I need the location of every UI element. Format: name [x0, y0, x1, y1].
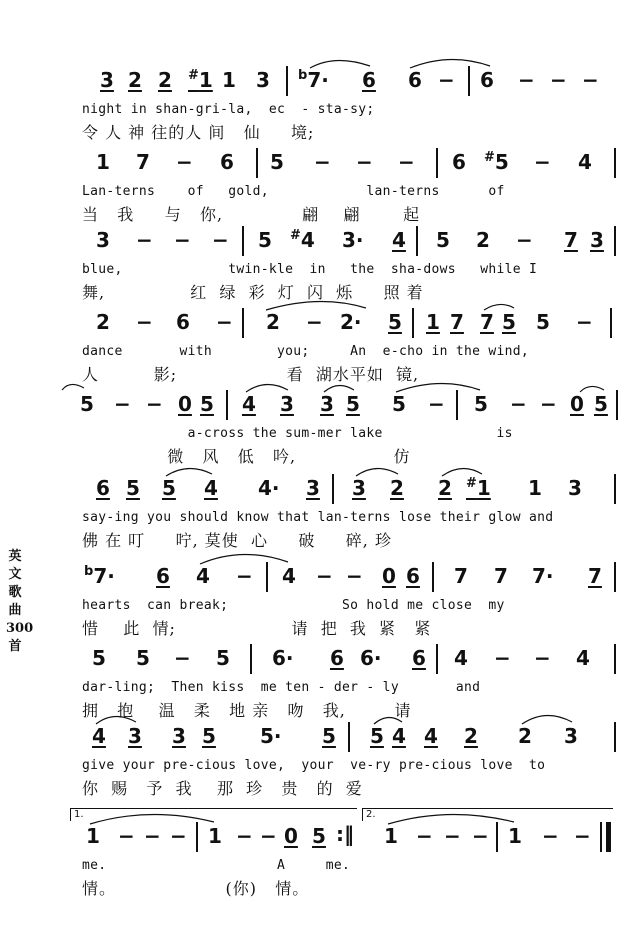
chinese-lyric-line: 令 人 神 往的人 间 仙 境; — [82, 123, 315, 142]
note: 4· — [258, 476, 280, 500]
dash: − — [176, 150, 193, 174]
note: 6 — [406, 564, 420, 588]
english-lyric-line: hearts can break; So hold me close my — [82, 598, 505, 613]
note: 1 — [426, 310, 440, 334]
dash: − — [118, 824, 135, 848]
dash: − — [216, 310, 233, 334]
note: 7· — [532, 564, 554, 588]
chinese-lyric-line: 人 影; 看 湖水平如 镜, — [82, 365, 420, 384]
note: 5 — [92, 646, 106, 670]
dash: − — [170, 824, 187, 848]
note: 6· — [360, 646, 382, 670]
dash: − — [550, 68, 567, 92]
note: 3 — [96, 228, 110, 252]
english-lyric-line: dar-ling; Then kiss me ten - der - ly and — [82, 680, 481, 695]
note: 3 — [590, 228, 604, 252]
note: 5 — [80, 392, 94, 416]
barline — [436, 148, 438, 178]
note: 6 — [176, 310, 190, 334]
dash: − — [136, 310, 153, 334]
dash: − — [438, 68, 455, 92]
dash: − — [356, 150, 373, 174]
dash: − — [542, 824, 559, 848]
note: 4 — [578, 150, 592, 174]
notation-row — [70, 722, 620, 752]
barline — [242, 226, 244, 256]
dash: − — [574, 824, 591, 848]
note: 6· — [272, 646, 294, 670]
note: 5 — [126, 476, 140, 500]
dash: − — [510, 392, 527, 416]
notation-row — [70, 822, 620, 852]
dash: − — [518, 68, 535, 92]
book-side-title — [6, 548, 34, 656]
chinese-lyric-line: 情。 (你) 情。 — [82, 879, 310, 898]
slur-marks — [70, 54, 620, 74]
note: 0 — [284, 824, 298, 848]
english-lyric-line: night in shan-gri-la, ec - sta-sy; — [82, 102, 375, 117]
dash: − — [174, 646, 191, 670]
note: 4 — [92, 724, 106, 748]
note: $^b$7· — [298, 68, 329, 92]
note: 5 — [536, 310, 550, 334]
note: 2 — [266, 310, 280, 334]
dash: − — [534, 150, 551, 174]
note: 4 — [282, 564, 296, 588]
notation-row — [70, 66, 620, 96]
dash: − — [306, 310, 323, 334]
note: 2 — [158, 68, 172, 92]
dash: − — [346, 564, 363, 588]
dash: − — [236, 824, 253, 848]
note: 4 — [242, 392, 256, 416]
dash: − — [534, 646, 551, 670]
note: 2 — [438, 476, 452, 500]
note: 5 — [162, 476, 176, 500]
notation-row — [70, 390, 620, 420]
note: 2 — [464, 724, 478, 748]
note: 7 — [494, 564, 508, 588]
note: 5 — [258, 228, 272, 252]
english-lyric-line: give your pre-cious love, your ve-ry pre-cious love to — [82, 758, 546, 773]
note: 7 — [480, 310, 494, 334]
dash: − — [136, 228, 153, 252]
note: 3 — [128, 724, 142, 748]
dash: − — [398, 150, 415, 174]
chinese-lyric-line: 佛 在 叮 咛, 莫使 心 破 碎, 珍 — [82, 531, 392, 550]
note: 1 — [222, 68, 236, 92]
dash: − — [472, 824, 489, 848]
barline — [614, 226, 616, 256]
note: #1 — [188, 68, 213, 92]
note: 4 — [576, 646, 590, 670]
note: #4 — [290, 228, 315, 252]
note: 6 — [412, 646, 426, 670]
chinese-lyric-line: 你 赐 予 我 那 珍 贵 的 爱 — [82, 779, 363, 798]
note: 1 — [528, 476, 542, 500]
note: 5· — [260, 724, 282, 748]
note: 5 — [312, 824, 326, 848]
note: 1 — [208, 824, 222, 848]
note: 1 — [508, 824, 522, 848]
note: 5 — [270, 150, 284, 174]
chinese-lyric-line: 惜 此 情; 请 把 我 紧 紧 — [82, 619, 432, 638]
notation-row — [70, 226, 620, 256]
english-lyric-line: say-ing you should know that lan-terns lose their glow and — [82, 510, 554, 525]
note: 3 — [568, 476, 582, 500]
note: 1 — [86, 824, 100, 848]
first-ending-label: 1. — [74, 809, 84, 820]
note: 3 — [256, 68, 270, 92]
slur-marks — [70, 810, 620, 830]
note: 6 — [220, 150, 234, 174]
note: 2 — [128, 68, 142, 92]
note: 3 — [320, 392, 334, 416]
chinese-lyric-line: 舞, 红 绿 彩 灯 闪 烁 照 着 — [82, 283, 424, 302]
chinese-lyric-line: 当 我 与 你, 翩 翩 起 — [82, 205, 421, 224]
dash: − — [314, 150, 331, 174]
note: 6 — [480, 68, 494, 92]
note: 6 — [96, 476, 110, 500]
book-title-text: 英文歌曲300首 — [6, 549, 34, 654]
dash: − — [416, 824, 433, 848]
note: 5 — [322, 724, 336, 748]
note: 4 — [392, 228, 406, 252]
note: 5 — [136, 646, 150, 670]
barline — [256, 148, 258, 178]
note: 2 — [476, 228, 490, 252]
note: 5 — [202, 724, 216, 748]
note: $^b$7· — [84, 564, 115, 588]
note: 3 — [172, 724, 186, 748]
note: 2 — [518, 724, 532, 748]
note: #1 — [466, 476, 491, 500]
note: 5 — [200, 392, 214, 416]
note: 4 — [454, 646, 468, 670]
slur-marks — [70, 462, 620, 482]
note: 1 — [96, 150, 110, 174]
note: 0 — [570, 392, 584, 416]
english-lyric-line: a-cross the sum-mer lake is — [82, 426, 513, 441]
english-lyric-line: dance with you; An e-cho in the wind, — [82, 344, 529, 359]
barline — [614, 644, 616, 674]
english-lyric-line: me. A me. — [82, 858, 351, 873]
note: 5 — [392, 392, 406, 416]
note: 6 — [408, 68, 422, 92]
dash: − — [582, 68, 599, 92]
barline — [436, 644, 438, 674]
english-lyric-line: Lan-terns of gold, lan-terns of — [82, 184, 505, 199]
note: 5 — [346, 392, 360, 416]
note: 5 — [502, 310, 516, 334]
dash: − — [444, 824, 461, 848]
note: 3· — [342, 228, 364, 252]
slur-marks — [70, 550, 620, 570]
second-ending-label: 2. — [366, 809, 376, 820]
note: 7 — [564, 228, 578, 252]
note: 4 — [424, 724, 438, 748]
dash: − — [144, 824, 161, 848]
dash: − — [316, 564, 333, 588]
slur-marks — [70, 296, 620, 316]
note: 5 — [474, 392, 488, 416]
note: 0 — [178, 392, 192, 416]
note: 5 — [594, 392, 608, 416]
note: 4 — [392, 724, 406, 748]
english-lyric-line: blue, twin-kle in the sha-dows while I — [82, 262, 538, 277]
dash: − — [236, 564, 253, 588]
dash: − — [114, 392, 131, 416]
dash: − — [428, 392, 445, 416]
repeat-sign: :‖ — [336, 822, 354, 846]
note: 3 — [100, 68, 114, 92]
note: 3 — [352, 476, 366, 500]
dash: − — [516, 228, 533, 252]
note: 4 — [196, 564, 210, 588]
note: 4 — [204, 476, 218, 500]
chinese-lyric-line: 微 风 低 吟, 仿 — [82, 447, 411, 466]
note: 0 — [382, 564, 396, 588]
barline — [250, 644, 252, 674]
note: #5 — [484, 150, 509, 174]
note: 3 — [306, 476, 320, 500]
slur-marks — [70, 710, 620, 730]
dash: − — [174, 228, 191, 252]
barline — [416, 226, 418, 256]
dash: − — [260, 824, 277, 848]
note: 2 — [390, 476, 404, 500]
barline — [614, 148, 616, 178]
dash: − — [146, 392, 163, 416]
note: 6 — [452, 150, 466, 174]
dash: − — [576, 310, 593, 334]
notation-row — [70, 308, 620, 338]
note: 3 — [280, 392, 294, 416]
note: 7 — [454, 564, 468, 588]
note: 6 — [330, 646, 344, 670]
chinese-lyric-line: 拥 抱 温 柔 地 亲 吻 我, 请 — [82, 701, 412, 720]
notation-row — [70, 148, 620, 178]
dash: − — [540, 392, 557, 416]
notation-row — [70, 562, 620, 592]
note: 7 — [588, 564, 602, 588]
notation-row — [70, 644, 620, 674]
note: 5 — [436, 228, 450, 252]
note: 6 — [156, 564, 170, 588]
note: 2 — [96, 310, 110, 334]
note: 7 — [450, 310, 464, 334]
dash: − — [212, 228, 229, 252]
dash: − — [494, 646, 511, 670]
note: 7 — [136, 150, 150, 174]
note: 5 — [388, 310, 402, 334]
slur-marks — [70, 378, 620, 398]
note: 5 — [370, 724, 384, 748]
note: 1 — [384, 824, 398, 848]
note: 2· — [340, 310, 362, 334]
notation-row — [70, 474, 620, 504]
note: 6 — [362, 68, 376, 92]
note: 5 — [216, 646, 230, 670]
note: 3 — [564, 724, 578, 748]
